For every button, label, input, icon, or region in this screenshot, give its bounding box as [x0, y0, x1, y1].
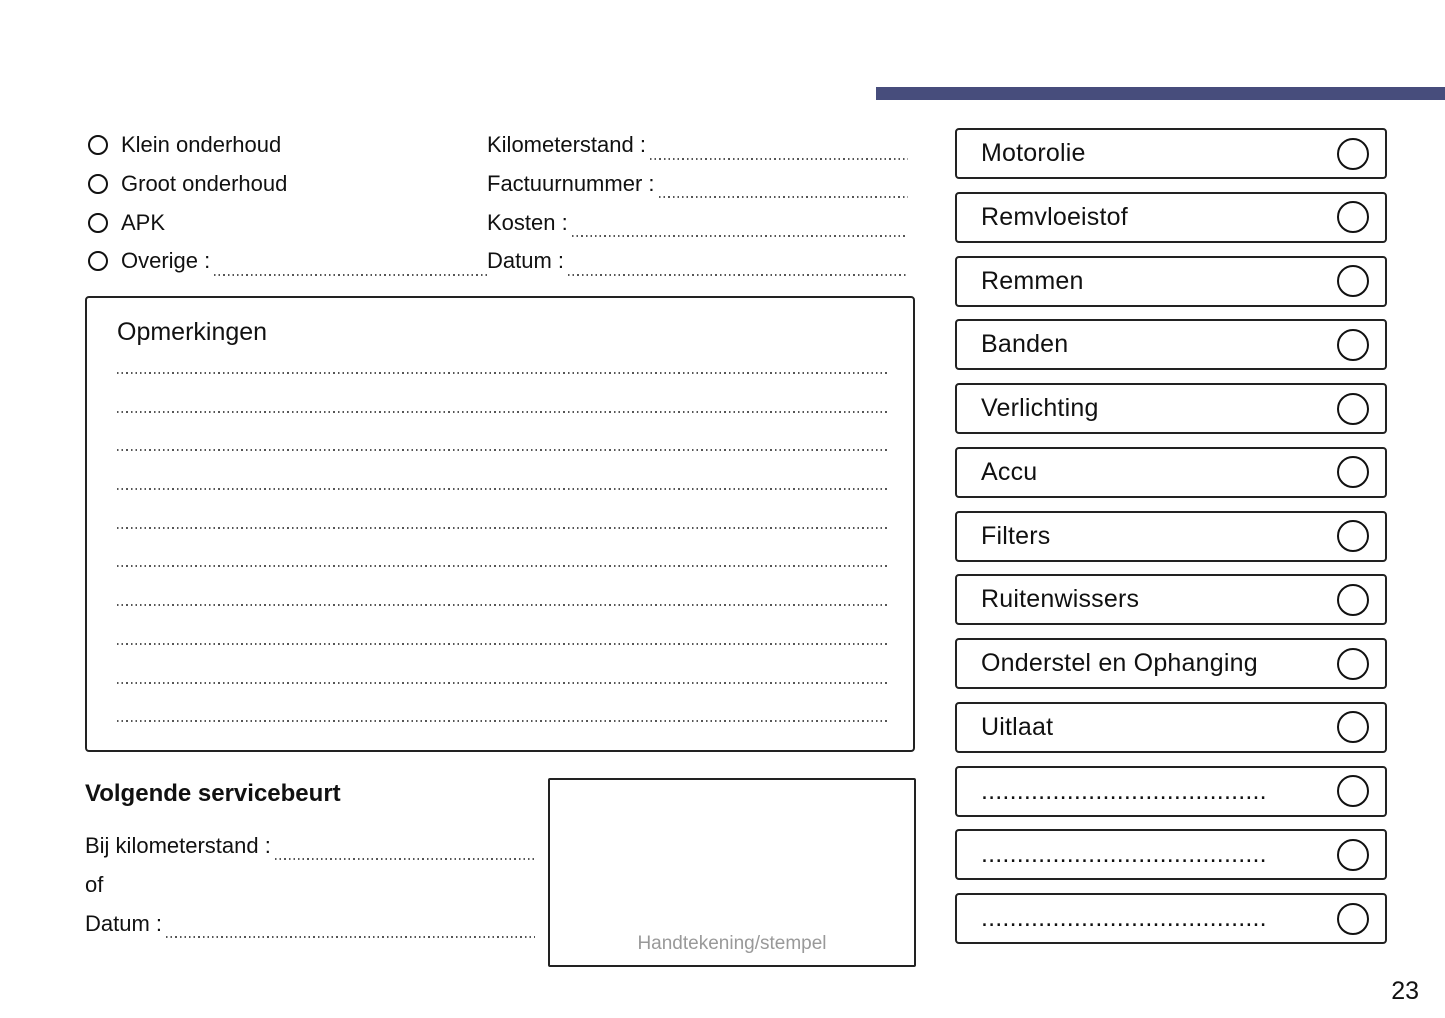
- checklist-item-uitlaat: [955, 702, 1387, 753]
- invoice-fields: [487, 126, 908, 281]
- check-circle-uitlaat[interactable]: [1337, 711, 1369, 743]
- remarks-fill-line: [117, 488, 888, 490]
- remarks-fill-line: [117, 604, 888, 606]
- check-circle-blank-1[interactable]: [1337, 775, 1369, 807]
- next-service-date-fill-line: [166, 936, 535, 938]
- next-service-section: [85, 780, 535, 943]
- maintenance-checklist: [955, 128, 1387, 957]
- kilometerstand-fill-line: [650, 158, 908, 160]
- checklist-item-label: Motorolie: [981, 139, 1086, 167]
- checklist-item-blank-3: [955, 893, 1387, 944]
- overige-fill-line: [214, 274, 488, 276]
- remarks-title: Opmerkingen: [117, 318, 268, 346]
- checklist-item-remvloeistof: [955, 192, 1387, 243]
- next-service-or-label: of: [85, 871, 104, 897]
- checklist-item-motorolie: [955, 128, 1387, 179]
- checklist-item-label: Accu: [981, 457, 1038, 486]
- page-number: 23: [1391, 977, 1419, 1005]
- option-label: Klein onderhoud: [121, 132, 282, 158]
- field-label: Datum :: [487, 248, 565, 274]
- checklist-item-remmen: [955, 256, 1387, 307]
- option-label: Groot onderhoud: [121, 171, 288, 197]
- datum-fill-line: [568, 274, 908, 276]
- field-kosten: [487, 203, 908, 242]
- option-label: APK: [121, 209, 166, 235]
- field-factuurnummer: [487, 165, 908, 204]
- next-service-date-field: [85, 904, 535, 943]
- factuurnummer-fill-line: [659, 196, 909, 198]
- checklist-item-accu: [955, 447, 1387, 498]
- option-groot-onderhoud: [88, 165, 488, 204]
- checklist-item-filters: [955, 511, 1387, 562]
- check-circle-blank-2[interactable]: [1337, 839, 1369, 871]
- checklist-item-verlichting: [955, 383, 1387, 434]
- field-kilometerstand: [487, 126, 908, 165]
- radio-circle-klein-onderhoud[interactable]: [88, 135, 108, 155]
- option-overige: [88, 242, 488, 281]
- checklist-item-label: Remmen: [981, 266, 1084, 295]
- service-type-options: [88, 126, 488, 281]
- field-datum: [487, 242, 908, 281]
- checklist-item-label: Ruitenwissers: [981, 585, 1140, 614]
- check-circle-blank-3[interactable]: [1337, 903, 1369, 935]
- checklist-item-label: ........................................: [981, 840, 1267, 869]
- option-apk: [88, 203, 488, 242]
- check-circle-remmen[interactable]: [1337, 265, 1369, 297]
- checklist-item-label: Remvloeistof: [981, 202, 1128, 231]
- checklist-item-blank-2: [955, 829, 1387, 880]
- checklist-item-ruitenwissers: [955, 574, 1387, 625]
- remarks-fill-line: [117, 643, 888, 645]
- checklist-item-label: ........................................: [981, 904, 1267, 932]
- field-label: Kosten :: [487, 209, 568, 235]
- radio-circle-overige[interactable]: [88, 251, 108, 271]
- check-circle-motorolie[interactable]: [1337, 138, 1369, 170]
- checklist-item-label: Banden: [981, 330, 1069, 359]
- checklist-item-label: Filters: [981, 521, 1051, 550]
- checklist-item-label: Onderstel en Ophanging: [981, 649, 1258, 677]
- remarks-fill-line: [117, 720, 888, 722]
- remarks-box: [85, 296, 915, 752]
- checklist-item-label: ........................................: [981, 776, 1267, 805]
- checklist-item-onderstel-en-ophanging: [955, 638, 1387, 689]
- next-service-date-label: Datum :: [85, 910, 163, 936]
- radio-circle-groot-onderhoud[interactable]: [88, 174, 108, 194]
- next-service-or-row: [85, 865, 535, 904]
- checklist-item-label: Uitlaat: [981, 712, 1054, 741]
- remarks-fill-line: [117, 411, 888, 413]
- check-circle-banden[interactable]: [1337, 329, 1369, 361]
- field-label: Kilometerstand :: [487, 132, 646, 158]
- remarks-lines: [117, 372, 888, 759]
- remarks-fill-line: [117, 682, 888, 684]
- check-circle-ruitenwissers[interactable]: [1337, 584, 1369, 616]
- check-circle-accu[interactable]: [1337, 456, 1369, 488]
- remarks-fill-line: [117, 449, 888, 451]
- remarks-fill-line: [117, 527, 888, 529]
- remarks-fill-line: [117, 372, 888, 374]
- check-circle-filters[interactable]: [1337, 520, 1369, 552]
- next-service-km-label: Bij kilometerstand :: [85, 832, 271, 858]
- check-circle-onderstel-en-ophanging[interactable]: [1337, 648, 1369, 680]
- checklist-item-label: Verlichting: [981, 394, 1099, 422]
- option-klein-onderhoud: [88, 126, 488, 165]
- checklist-item-banden: [955, 319, 1387, 370]
- radio-circle-apk[interactable]: [88, 213, 108, 233]
- check-circle-remvloeistof[interactable]: [1337, 201, 1369, 233]
- accent-bar: [876, 87, 1445, 100]
- next-service-km-fill-line: [275, 858, 535, 860]
- next-service-title: Volgende servicebeurt: [85, 780, 341, 807]
- option-label: Overige :: [121, 248, 211, 274]
- check-circle-verlichting[interactable]: [1337, 393, 1369, 425]
- kosten-fill-line: [572, 235, 908, 237]
- signature-label: Handtekening/stempel: [637, 933, 827, 954]
- checklist-item-blank-1: [955, 766, 1387, 817]
- next-service-km-field: [85, 826, 535, 865]
- signature-box: [548, 778, 916, 967]
- field-label: Factuurnummer :: [487, 171, 655, 197]
- remarks-fill-line: [117, 565, 888, 567]
